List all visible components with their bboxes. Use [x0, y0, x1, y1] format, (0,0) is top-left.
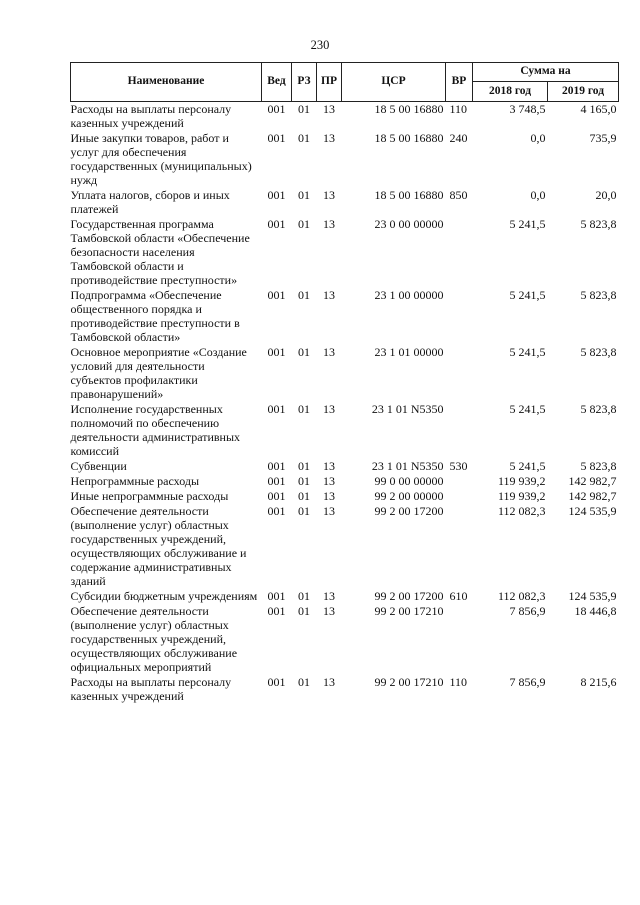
- cell-pr: 13: [323, 102, 335, 116]
- cell-2019: 5 823,8: [580, 402, 617, 416]
- cell-vr: [446, 604, 473, 675]
- cell-ved: 001: [267, 402, 286, 416]
- cell-vr: 110: [449, 675, 468, 689]
- cell-name: Непрограммные расходы: [70, 474, 200, 488]
- header-vr: ВР: [446, 63, 473, 102]
- cell-2018: 5 241,5: [509, 288, 546, 302]
- cell-2018: 112 082,3: [497, 589, 546, 603]
- cell-vr: [446, 504, 473, 589]
- header-2018: 2018 год: [473, 82, 548, 102]
- cell-2019: 5 823,8: [580, 459, 617, 473]
- cell-2018: 5 241,5: [509, 217, 546, 231]
- table-body: [71, 102, 619, 705]
- cell-csr: 99 2 00 17200: [374, 589, 444, 603]
- cell-ved: 001: [267, 459, 286, 473]
- cell-rz: 01: [298, 345, 310, 359]
- cell-ved: 001: [267, 131, 286, 145]
- cell-name: Государственная программа Тамбовской области «Обеспечение безопасности населения Тамбовской области и противодействие преступности»: [70, 217, 250, 287]
- cell-name: Расходы на выплаты персоналу казенных учреждений: [70, 102, 232, 130]
- table-row: [71, 345, 619, 402]
- cell-name: Субсидии бюджетным учреждениям: [70, 589, 258, 603]
- cell-rz: 01: [298, 489, 310, 503]
- cell-ved: 001: [267, 188, 286, 202]
- cell-csr: 23 1 01 N5350: [371, 459, 444, 473]
- cell-2018: 3 748,5: [509, 102, 546, 116]
- cell-csr: 99 2 00 00000: [374, 489, 444, 503]
- cell-rz: 01: [298, 675, 310, 689]
- header-rz: РЗ: [292, 63, 317, 102]
- cell-csr: 18 5 00 16880: [374, 188, 444, 202]
- cell-ved: 001: [267, 102, 286, 116]
- cell-2018: 119 939,2: [497, 474, 546, 488]
- cell-rz: 01: [298, 604, 310, 618]
- cell-pr: 13: [323, 589, 335, 603]
- table-row: [71, 102, 619, 132]
- cell-csr: 18 5 00 16880: [374, 131, 444, 145]
- table-header: [71, 63, 619, 102]
- cell-2018: 5 241,5: [509, 345, 546, 359]
- cell-2019: 8 215,6: [580, 675, 617, 689]
- page-number: 230: [310, 38, 330, 52]
- cell-pr: 13: [323, 131, 335, 145]
- cell-csr: 23 1 00 00000: [374, 288, 444, 302]
- cell-name: Обеспечение деятельности (выполнение услуг) областных государственных учреждений, осуществляющих обслуживание и содержание административных зданий: [70, 504, 247, 588]
- cell-rz: 01: [298, 131, 310, 145]
- cell-2019: 124 535,9: [568, 504, 617, 518]
- cell-pr: 13: [323, 345, 335, 359]
- table-row: [71, 217, 619, 288]
- cell-2019: 5 823,8: [580, 345, 617, 359]
- cell-vr: 110: [449, 102, 468, 116]
- cell-vr: [446, 402, 473, 459]
- cell-rz: 01: [298, 288, 310, 302]
- cell-name: Иные закупки товаров, работ и услуг для обеспечения государственных (муниципальных) нужд: [70, 131, 252, 187]
- cell-2018: 7 856,9: [509, 675, 546, 689]
- cell-ved: 001: [267, 589, 286, 603]
- cell-csr: 18 5 00 16880: [374, 102, 444, 116]
- cell-vr: [446, 288, 473, 345]
- cell-2018: 0,0: [530, 188, 546, 202]
- cell-rz: 01: [298, 188, 310, 202]
- table-row: [71, 604, 619, 675]
- cell-pr: 13: [323, 474, 335, 488]
- header-pr: ПР: [317, 63, 342, 102]
- cell-vr: [446, 217, 473, 288]
- cell-name: Субвенции: [70, 459, 127, 473]
- table-row: [71, 504, 619, 589]
- cell-rz: 01: [298, 217, 310, 231]
- cell-ved: 001: [267, 489, 286, 503]
- cell-2018: 112 082,3: [497, 504, 546, 518]
- cell-2018: 5 241,5: [509, 459, 546, 473]
- cell-2019: 5 823,8: [580, 288, 617, 302]
- budget-table: [70, 62, 619, 704]
- cell-name: Уплата налогов, сборов и иных платежей: [70, 188, 230, 216]
- cell-ved: 001: [267, 675, 286, 689]
- cell-csr: 23 1 01 00000: [374, 345, 444, 359]
- header-name: Наименование: [71, 63, 262, 102]
- cell-vr: 850: [449, 188, 468, 202]
- table-row: [71, 459, 619, 474]
- cell-pr: 13: [323, 217, 335, 231]
- cell-2019: 142 982,7: [568, 474, 617, 488]
- table-row: [71, 675, 619, 704]
- cell-pr: 13: [323, 675, 335, 689]
- cell-rz: 01: [298, 459, 310, 473]
- cell-rz: 01: [298, 589, 310, 603]
- cell-pr: 13: [323, 604, 335, 618]
- cell-2019: 4 165,0: [580, 102, 617, 116]
- cell-ved: 001: [267, 288, 286, 302]
- cell-rz: 01: [298, 474, 310, 488]
- header-2019: 2019 год: [548, 82, 619, 102]
- cell-rz: 01: [298, 102, 310, 116]
- table-row: [71, 489, 619, 504]
- cell-name: Подпрограмма «Обеспечение общественного порядка и противодействие преступности в Тамбовской области»: [70, 288, 240, 344]
- cell-name: Исполнение государственных полномочий по обеспечению деятельности административных комиссий: [70, 402, 241, 458]
- header-csr: ЦСР: [342, 63, 446, 102]
- cell-2019: 5 823,8: [580, 217, 617, 231]
- cell-csr: 99 2 00 17210: [374, 675, 444, 689]
- cell-csr: 23 0 00 00000: [374, 217, 444, 231]
- cell-ved: 001: [267, 217, 286, 231]
- cell-2019: 735,9: [589, 131, 617, 145]
- cell-vr: 240: [449, 131, 468, 145]
- cell-2019: 20,0: [595, 188, 617, 202]
- table-row: [71, 188, 619, 217]
- cell-vr: 610: [449, 589, 468, 603]
- cell-ved: 001: [267, 604, 286, 618]
- table-row: [71, 402, 619, 459]
- cell-2019: 142 982,7: [568, 489, 617, 503]
- cell-name: Иные непрограммные расходы: [70, 489, 229, 503]
- cell-pr: 13: [323, 459, 335, 473]
- cell-pr: 13: [323, 188, 335, 202]
- cell-rz: 01: [298, 504, 310, 518]
- cell-name: Обеспечение деятельности (выполнение услуг) областных государственных учреждений, осуществляющих обслуживание официальных мероприятий: [70, 604, 238, 674]
- header-sum-on: Сумма на: [473, 63, 619, 82]
- cell-csr: 23 1 01 N5350: [371, 402, 444, 416]
- cell-pr: 13: [323, 504, 335, 518]
- cell-csr: 99 0 00 00000: [374, 474, 444, 488]
- header-ved: Вед: [262, 63, 292, 102]
- cell-ved: 001: [267, 474, 286, 488]
- cell-2018: 0,0: [530, 131, 546, 145]
- table-row: [71, 589, 619, 604]
- cell-vr: 530: [449, 459, 468, 473]
- cell-name: Основное мероприятие «Создание условий для деятельности субъектов профилактики правонарушений»: [70, 345, 247, 401]
- cell-ved: 001: [267, 504, 286, 518]
- table-row: [71, 288, 619, 345]
- cell-name: Расходы на выплаты персоналу казенных учреждений: [70, 675, 232, 703]
- cell-2018: 5 241,5: [509, 402, 546, 416]
- table-row: [71, 474, 619, 489]
- cell-2018: 7 856,9: [509, 604, 546, 618]
- cell-vr: [446, 345, 473, 402]
- table-row: [71, 131, 619, 188]
- cell-pr: 13: [323, 489, 335, 503]
- cell-csr: 99 2 00 17200: [374, 504, 444, 518]
- cell-vr: [446, 489, 473, 504]
- cell-csr: 99 2 00 17210: [374, 604, 444, 618]
- cell-vr: [446, 474, 473, 489]
- cell-ved: 001: [267, 345, 286, 359]
- cell-2019: 124 535,9: [568, 589, 617, 603]
- cell-2018: 119 939,2: [497, 489, 546, 503]
- cell-2019: 18 446,8: [574, 604, 617, 618]
- cell-pr: 13: [323, 402, 335, 416]
- cell-rz: 01: [298, 402, 310, 416]
- cell-pr: 13: [323, 288, 335, 302]
